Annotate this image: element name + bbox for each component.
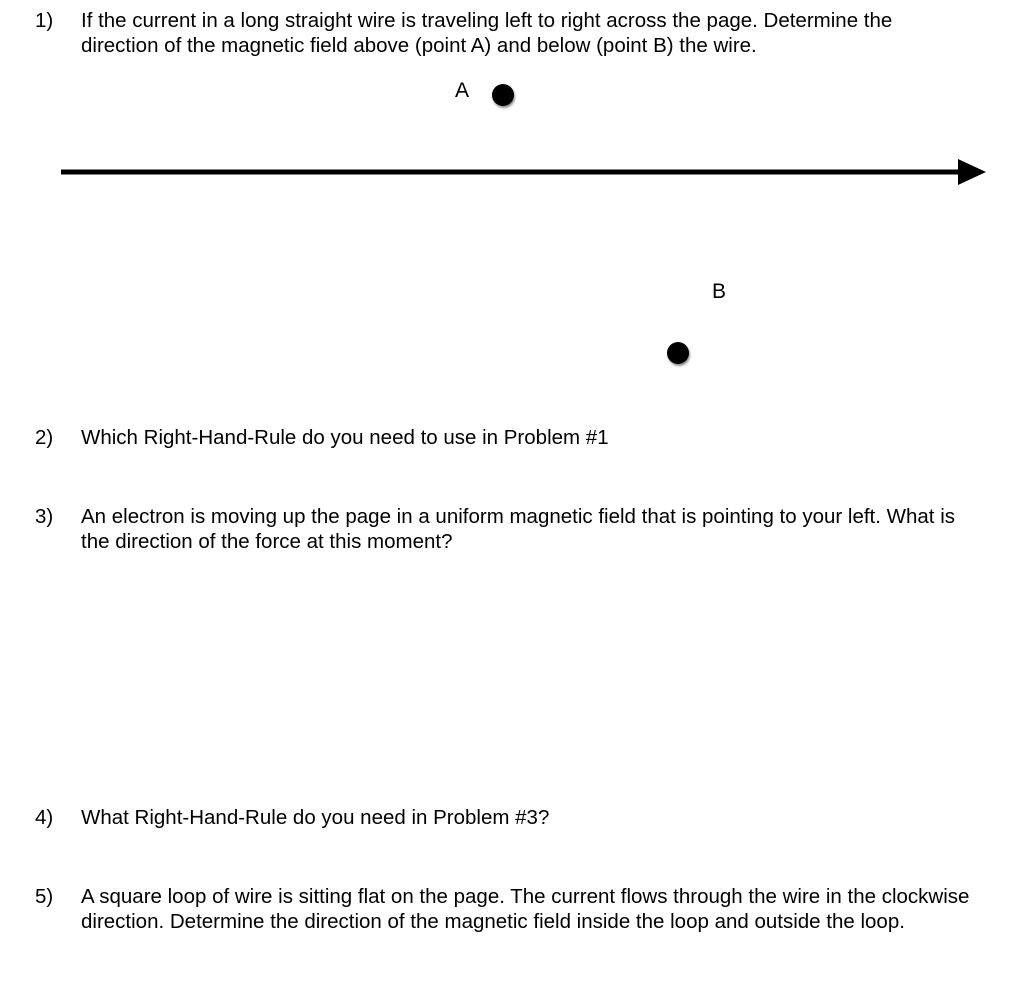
question-number: 4) xyxy=(35,806,54,829)
point-a-label: A xyxy=(455,79,470,102)
question-number: 2) xyxy=(35,426,54,449)
point-a-dot xyxy=(492,84,514,106)
wire-diagram xyxy=(0,0,1024,400)
question-number: 1) xyxy=(35,9,54,32)
question-text: A square loop of wire is sitting flat on the page. The current flows through the wire in the clockwise direction. Determine the direction of the magnetic field inside the loop and outside the loop. xyxy=(81,885,970,933)
point-b-dot xyxy=(667,342,689,364)
question-text: Which Right-Hand-Rule do you need to use in Problem #1 xyxy=(81,426,609,449)
question-number: 5) xyxy=(35,885,54,908)
question-text: If the current in a long straight wire is traveling left to right across the page. Determine the direction of the magnetic field above (point A) and below (point B) the wire. xyxy=(81,9,893,57)
question-text: What Right-Hand-Rule do you need in Problem #3? xyxy=(81,806,550,829)
question-text: An electron is moving up the page in a uniform magnetic field that is pointing to your left. What is the direction of the force at this moment? xyxy=(81,505,955,553)
current-arrowhead-icon xyxy=(958,159,986,185)
point-b-label: B xyxy=(712,280,727,303)
question-number: 3) xyxy=(35,505,54,528)
